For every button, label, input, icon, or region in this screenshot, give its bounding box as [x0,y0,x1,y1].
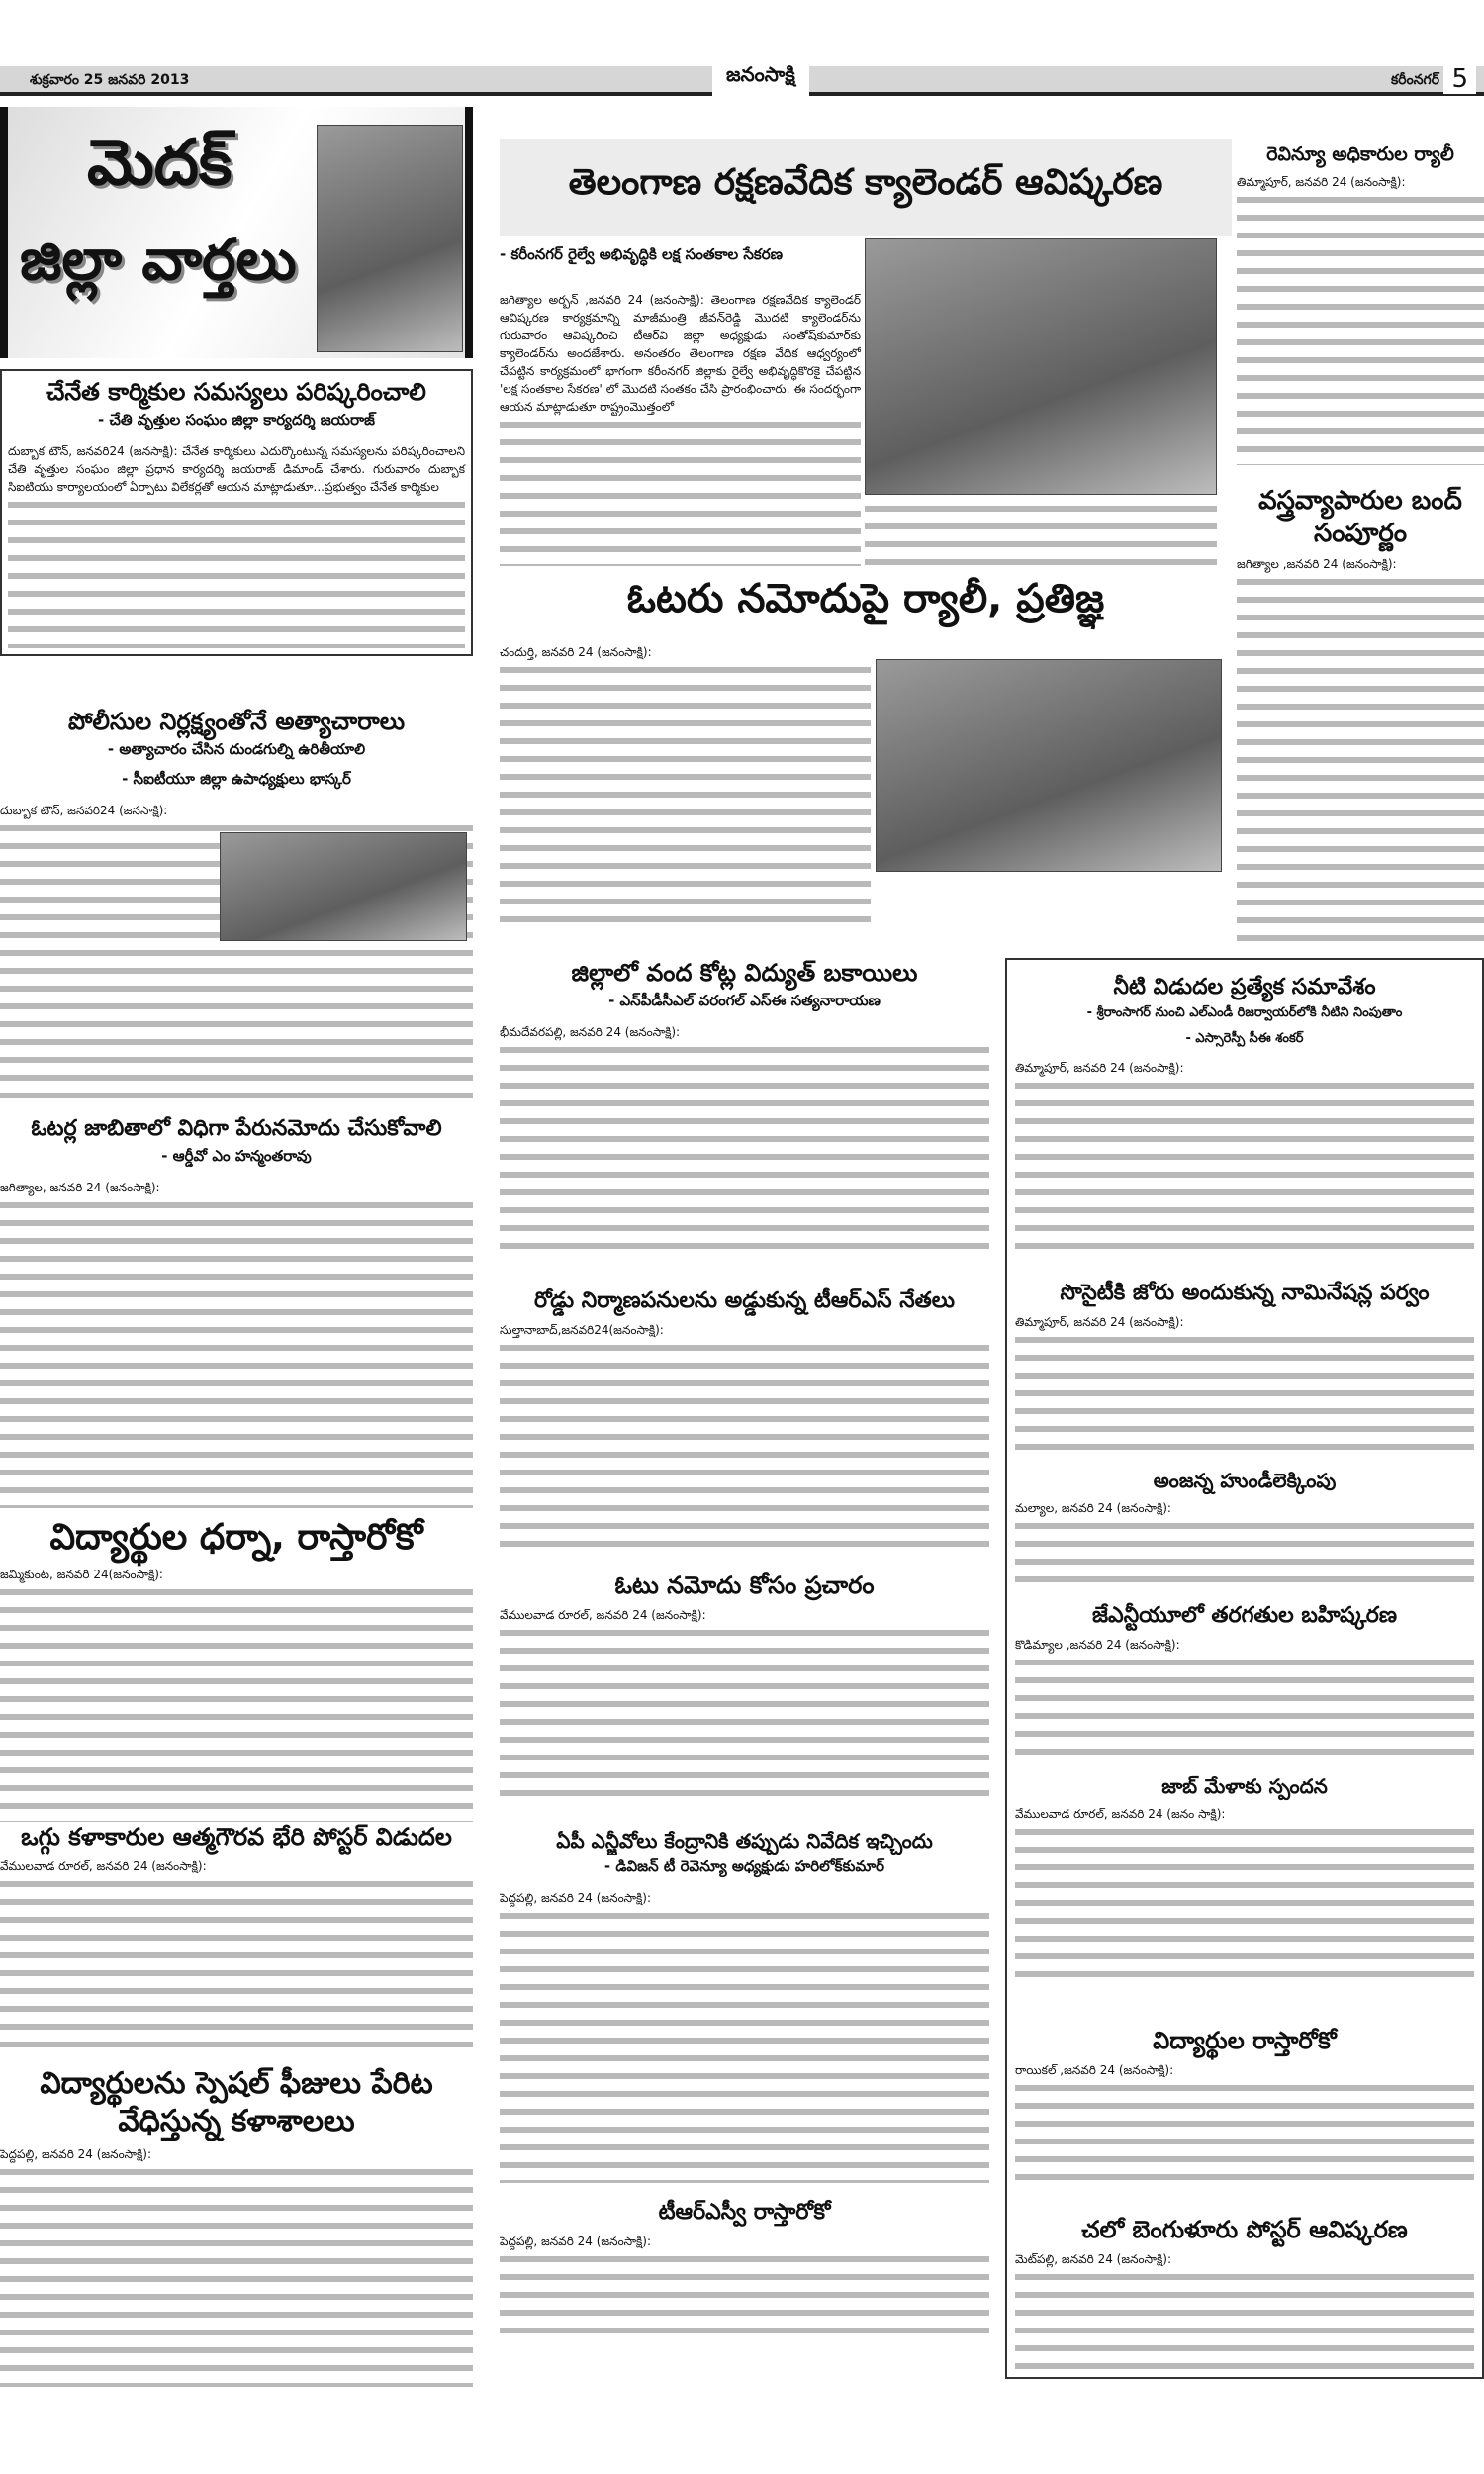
news-photo [220,832,467,941]
article-body: వేములవాడ రూరల్, జనవరి 24 (జనంసాక్షి): [500,1608,706,1622]
article-revenue-rally [1237,143,1484,465]
boxed-news-section [1005,958,1484,2379]
headline: సొసైటీకి జోరు అందుకున్న నామినేషన్ల పర్వం [1060,1281,1430,1305]
article-body: భీమదేవరపల్లి, జనవరి 24 (జనంసాక్షి): [500,1025,681,1039]
newspaper-logo: జనంసాక్షి [712,58,809,98]
article-body: మల్యాల, జనవరి 24 (జనంసాక్షి): [1015,1501,1171,1515]
article-voter-rally [500,574,1232,930]
banner-title-line2: జిల్లా వార్తలు [20,226,297,293]
article-body-continued [500,2250,989,2341]
subheadline: - ఆర్డీవో ఎం హన్మంతరావు [161,1146,312,1165]
subheadline: - ఎన్‌పీడీసీఎల్ వరంగల్ ఎస్ఈ సత్యనారాయణ [608,992,881,1009]
headline: జాబ్ మేళాకు స్పందన [1161,1774,1328,1798]
article-body-continued [1015,1823,1474,1979]
article-body: జమ్మికుంట, జనవరి 24(జనంసాక్షి): [0,1568,163,1581]
lead-headline-banner: తెలంగాణ రక్షణవేదిక క్యాలెండర్ ఆవిష్కరణ [500,139,1232,236]
article-body-continued [0,1196,473,1509]
medak-district-banner [0,107,473,358]
article-vote-campaign [500,1570,989,1807]
article-ngo-report [500,1829,989,2183]
article-textile-bandh [1237,485,1484,950]
article-oggu-poster [0,1822,473,2057]
article-handloom [0,369,473,656]
article-body: పెద్దపల్లి, జనవరి 24 (జనంసాక్షి): [0,2147,152,2161]
article-students-rastaroko [1015,2026,1474,2183]
article-body-continued [500,1041,989,1257]
article-body-continued [1015,1517,1474,1586]
headline: విద్యార్థుల రాస్తారోకో [1153,2027,1337,2054]
article-students-dharna [0,1515,473,1822]
article-police [0,707,473,1099]
headline: నీటి విడుదల ప్రత్యేక సమావేశం [1113,975,1376,999]
page-number: 5 [1443,64,1476,94]
headline: జేఎన్టీయూలో తరగతుల బహిష్కరణ [1091,1603,1398,1628]
headline: జిల్లాలో వంద కోట్ల విద్యుత్ బకాయిలు [571,959,918,987]
headline: చలో బెంగుళూరు పోస్టర్ ఆవిష్కరణ [1081,2216,1408,2243]
headline: అంజన్న హుండీలెక్కింపు [1153,1469,1337,1492]
article-body: సుల్తానాబాద్,జనవరి24(జనంసాక్షి): [500,1322,664,1337]
article-body-continued [0,2163,473,2387]
article-body: వేములవాడ రూరల్, జనవరి 24 (జనం సాక్షి): [1015,1807,1226,1821]
edition-city: కరీంనగర్ [1391,72,1439,88]
article-body: పెద్దపల్లి, జనవరి 24 (జనంసాక్షి): [500,1891,652,1905]
article-body-continued [1015,2268,1474,2373]
article-voter-list [0,1115,473,1508]
article-jntu-boycott [1015,1602,1474,1760]
headline: వస్త్రవ్యాపారుల బంద్ సంపూర్ణం [1258,486,1462,548]
article-body-continued [1015,1331,1474,1462]
article-trsv-rastaroko [500,2199,989,2340]
headline: ఓటర్ల జాబితాలో విధిగా పేరునమోదు చేసుకోవాలి [31,1116,442,1141]
subheadline: - సీఐటీయూ జిల్లా ఉపాధ్యక్షులు భాస్కర్ [122,770,351,788]
article-body-continued [500,1339,989,1556]
rally-photo [876,659,1222,872]
calendar-launch-photo [865,238,1217,495]
headline: ఓటు నమోదు కోసం ప్రచారం [614,1571,875,1599]
article-body: మెట్‌పల్లి, జనవరి 24 (జనంసాక్షి): [1015,2252,1171,2266]
article-body: చందుర్తి, జనవరి 24 (జనంసాక్షి): [500,645,652,659]
headline: ఒగ్గు కళాకారుల ఆత్మగౌరవ భేరి పోస్టర్ విడుదల [21,1823,452,1851]
headline: విద్యార్థుల ధర్నా, రాస్తారోకో [49,1517,423,1558]
article-water-release [1015,974,1474,1257]
article-body: దుబ్బాక టౌన్, జనవరి24 (జనసాక్షి): చేనేత కార్మికులు ఎదుర్కొంటున్న సమస్యలను పరిష్కరించాలని చేతి వృత్తుల సంఘం జిల్లా ప్రధాన కార్యదర్శి జయరాజ్ డిమాండ్ చేశారు. గురువారం దుబ్బాక సిఐటియు కార్యాలయంలో ఏర్పాటు విలేకర్లతో ఆయన మాట్లాడుతూ...ప్రభుత్వం చేనేత కార్మికుల [8,444,465,494]
article-body: కొడిమ్యాల ,జనవరి 24 (జనంసాక్షి): [1015,1637,1180,1652]
banner-title-line1: మెదక్ [87,127,232,200]
page-header [0,62,1484,96]
article-body: దుబ్బాక టౌన్, జనవరి24 (జనసాక్షి): [0,804,168,817]
headline: రెవిన్యూ అధికారుల ర్యాలీ [1266,143,1454,165]
article-body: పెద్దపల్లి, జనవరి 24 (జనంసాక్షి): [500,2234,652,2248]
article-body-continued [1015,2079,1474,2183]
subheadline: - అత్యాచారం చేసిన దుండగుల్ని ఉరితీయాలి [107,740,366,758]
subheadline: - కరీంనగర్ రైల్వే అభివృద్ధికి లక్ష సంతకాల సేకరణ [500,245,783,263]
article-body: జగిత్యాల, జనవరి 24 (జనంసాక్షి): [0,1180,160,1194]
headline: విద్యార్థులను స్పెషల్ ఫీజులు పేరిట వేధిస్తున్న కళాశాలలు [40,2066,433,2139]
article-body-continued [1015,1077,1474,1258]
article-body-continued [1237,573,1484,950]
article-body-continued [1237,191,1484,465]
subheadline: - శ్రీరాంసాగర్ నుంచి ఎల్ఎండీ రిజర్వాయర్‌లోకి నీటిని నింపుతాం [1086,1004,1403,1020]
article-calendar [500,241,861,566]
headline: పోలీసుల నిర్లక్ష్యంతోనే అత్యాచారాలు [67,708,406,735]
article-body: జగిత్యాల ,జనవరి 24 (జనంసాక్షి): [1237,557,1397,571]
headline: ఓటరు నమోదుపై ర్యాలీ, ప్రతిజ్ఞ [626,576,1105,621]
article-body: తిమ్మాపూర్, జనవరి 24 (జనంసాక్షి): [1015,1060,1184,1075]
headline: ఏపీ ఎన్జీవోలు కేంద్రానికి తప్పుడు నివేదిక ఇచ్చిందు [556,1829,933,1853]
article-body: వేములవాడ రూరల్, జనవరి 24 (జనంసాక్షి): [0,1859,207,1873]
article-road-works [500,1287,989,1555]
headline: టీఆర్ఎస్వీ రాస్తారోకో [658,2200,831,2225]
headline: చేనేత కార్మికుల సమస్యలు పరిష్కరించాలి [46,378,426,406]
church-photo [317,125,463,352]
issue-date: శుక్రవారం 25 జనవరి 2013 [30,72,190,88]
article-body: రాయికల్ ,జనవరి 24 (జనంసాక్షి): [1015,2063,1174,2077]
article-body-continued [0,1875,473,2057]
article-body-continued [500,1624,989,1807]
article-body-continued [0,1583,473,1822]
article-body: తిమ్మాపూర్, జనవరి 24 (జనంసాక్షి): [1237,174,1406,189]
subheadline: - చేతి వృత్తుల సంఘం జిల్లా కార్యదర్శి జయరాజ్ [98,411,375,428]
article-body: జగిత్యాల అర్బన్ ,జనవరి 24 (జనంసాక్షి): తెలంగాణ రక్షణవేదిక క్యాలెండర్ ఆవిష్కరణ కార్యక్రమాన్ని మాజీమంత్రి జీవన్‌రెడ్డి మొదటి క్యాలెండర్‌ను గురువారం ఆవిష్కరించి టీఆర్‌వి జిల్లా అధ్యక్షుడు సంతోష్‌కుమార్‌కు క్యాలెండర్‌ను అందజేశారు. అనంతరం తెలంగాణ రక్షణ వేదిక ఆధ్వర్యంలో చేపట్టిన కార్యక్రమంలో భాగంగా కరీంనగర్ జిల్లాకు రైల్వే అభివృద్ధికొరకై చేపట్టిన 'లక్ష సంతకాల సేకరణ' లో మొదటి సంతకం చేసి ప్రారంభించారు. ఈ సందర్భంగా ఆయన మాట్లాడుతూ రాష్ట్రంమొత్తంలో [500,293,861,414]
article-body-continued [500,1907,989,2183]
article-special-fees [0,2065,473,2387]
article-power-dues [500,958,989,1257]
article-bengaluru-poster [1015,2215,1474,2373]
article-body-continued [1015,1654,1474,1760]
article-body-continued [500,416,861,566]
headline: రోడ్డు నిర్మాణపనులను అడ్డుకున్న టీఆర్ఎస్ నేతలు [534,1288,955,1313]
article-body-continued [8,496,465,648]
subheadline: - డివిజన్ టీ రెవెన్యూ అధ్యక్షుడు హరిలోక్‌కుమార్ [603,1857,885,1875]
article-body-continued [500,661,871,930]
article-body: తిమ్మాపూర్, జనవరి 24 (జనంసాక్షి): [1015,1314,1184,1329]
subheadline: - ఎస్సారెస్పీ సీఈ శంకర్ [1185,1030,1304,1046]
article-society-nominations [1015,1280,1474,1461]
article-hundi-count [1015,1469,1474,1586]
article-job-mela [1015,1774,1474,1979]
article-body-continued [865,500,1217,565]
